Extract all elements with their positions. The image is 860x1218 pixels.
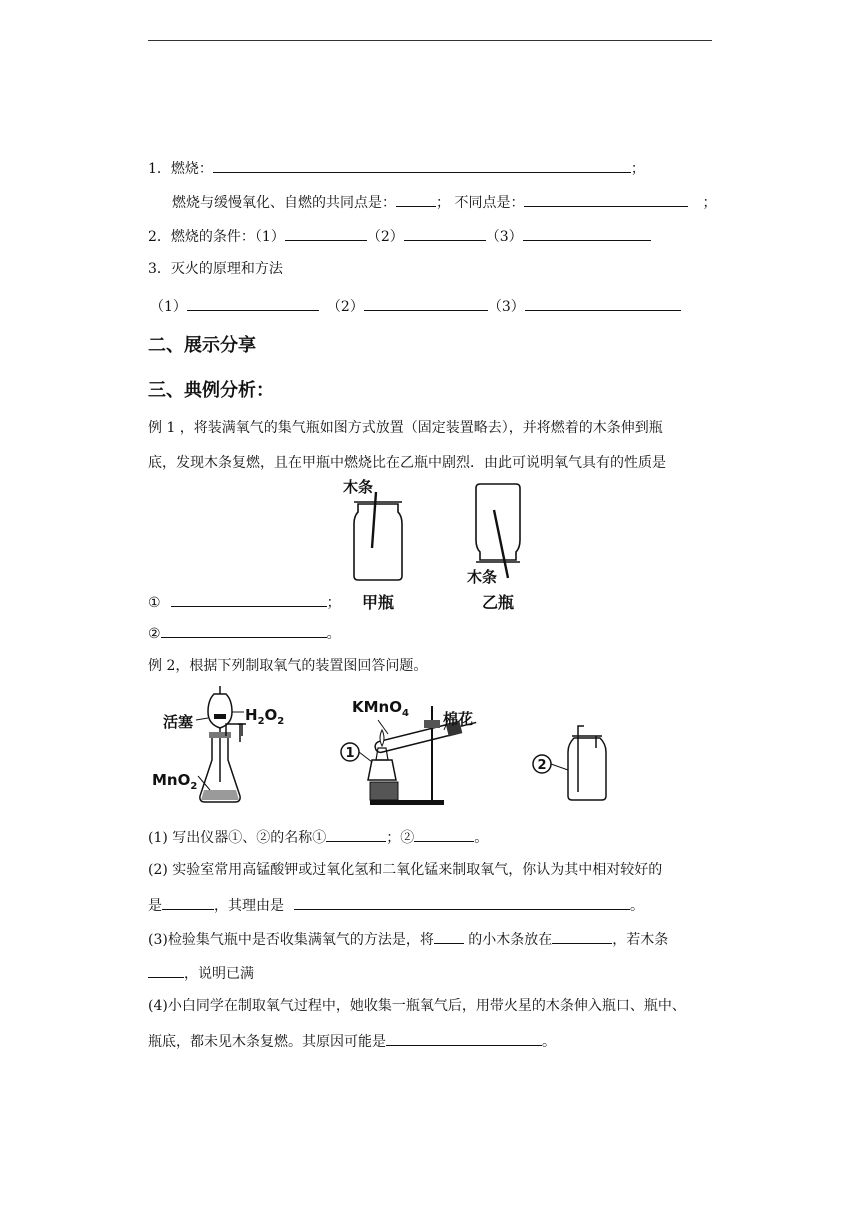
answer-blank[interactable] [294,894,630,910]
q2-end: 。 [630,898,644,914]
answer-1-marker: ① [148,595,161,611]
q1-mid: ；② [386,830,415,846]
marker-1-text: 1 [345,746,355,761]
answer-blank[interactable] [396,191,436,207]
answer-blank[interactable] [364,295,488,311]
label-mno2-sub: 2 [190,781,198,792]
answer-blank[interactable] [148,962,184,978]
question-1-end: ； [630,161,645,177]
section-heading-2: 二、展示分享 [148,335,256,356]
answer-blank[interactable] [171,591,327,607]
label-stopcock: 活塞 [163,713,194,731]
example-2-q1 [148,826,488,848]
q4-pre: 瓶底，都未见木条复燃。其原因可能是 [148,1034,386,1050]
answer-blank[interactable] [525,295,681,311]
question-2-p2: （2） [366,229,404,245]
section-heading-3: 三、典例分析： [148,380,274,401]
mno2-layer [201,790,239,800]
label-h2o2-sub1: 2 [257,716,265,727]
q2-pre: 是 [148,898,162,914]
question-1b-end: ； [702,195,717,211]
q4-end: 。 [542,1034,556,1050]
answer-blank[interactable] [552,928,612,944]
label-h2o2-o: O [264,706,278,724]
marker-2-text: 2 [537,758,547,773]
example-1-answer-1 [148,591,341,613]
question-2-label: 2．燃烧的条件： [148,229,255,245]
question-3b-p3: （3） [487,299,525,315]
example-2-q2-line-2 [148,894,644,916]
answer-blank[interactable] [434,928,464,944]
question-2-p1: （1） [254,229,285,245]
answer-2-marker: ② [148,626,161,642]
label-kmno4-main: KMnO [352,698,402,716]
question-3b-p1: （1） [150,299,187,315]
answer-blank[interactable] [285,225,367,241]
label-cotton: 棉花 [443,710,474,728]
example-1-answer-2 [148,622,341,644]
label-mno2 [152,771,197,792]
question-1b-mid: ； 不同点是： [436,195,525,211]
label-kmno4 [352,698,409,719]
answer-1-end: ； [326,595,341,611]
label-kmno4-sub: 4 [401,708,409,719]
q3-mid: 的小木条放在 [463,932,553,948]
q3-pre: (3)检验集气瓶中是否收集满氧气的方法是，将 [148,932,434,948]
q1-end: 。 [474,830,489,846]
question-1b-label: 燃烧与缓慢氧化、自燃的共同点是： [172,195,396,211]
label-bottle-a: 甲瓶 [362,593,395,612]
q3-line2-end: ，说明已满 [184,966,254,982]
answer-blank[interactable] [161,622,327,638]
example-2-q4-line-2 [148,1030,556,1052]
answer-2-end: 。 [326,626,341,642]
q3-end: ，若木条 [612,932,669,948]
example-2-intro: 例 2，根据下列制取氧气的装置图回答问题。 [148,658,428,674]
answer-blank[interactable] [162,894,214,910]
answer-blank[interactable] [326,826,386,842]
label-h2o2 [245,706,284,727]
example-2-q2-line-1: (2) 实验室常用高锰酸钾或过氧化氢和二氧化锰来制取氧气，你认为其中相对较好的 [148,862,663,878]
label-h2o2-sub2: 2 [277,716,285,727]
question-2 [148,225,651,247]
label-h2o2-h: H [245,706,258,724]
question-1-label: 1．燃烧： [148,161,213,177]
answer-blank[interactable] [213,157,631,173]
label-mno2-main: MnO [152,771,191,789]
answer-blank[interactable] [404,225,486,241]
bottle-b [476,484,520,578]
example-2-q3-line-1 [148,928,668,950]
q1-pre: (1) 写出仪器①、②的名称① [148,830,327,846]
example-1-line-1: 例 1 ，将装满氧气的集气瓶如图方式放置（固定装置略去），并将燃着的木条伸到瓶 [148,420,663,436]
answer-blank[interactable] [523,225,651,241]
apparatus-gas-bottle [528,722,618,806]
label-wood-strip-a: 木条 [343,478,374,496]
wood-strip-a [372,492,376,548]
header-rule [148,40,712,41]
answer-blank[interactable] [414,826,474,842]
question-1b [172,191,716,213]
label-bottle-b: 乙瓶 [482,593,515,612]
example-1-line-2: 底，发现木条复燃，且在甲瓶中燃烧比在乙瓶中剧烈．由此可说明氧气具有的性质是 [148,455,666,471]
answer-blank[interactable] [524,191,688,207]
question-3: 3．灭火的原理和方法 [148,261,283,277]
answer-blank[interactable] [386,1030,542,1046]
label-wood-strip-b: 木条 [467,568,498,586]
question-2-p3: （3） [485,229,523,245]
question-3b-p2: （2） [326,299,364,315]
example-2-q4-line-1: (4)小白同学在制取氧气过程中，她收集一瓶氧气后，用带火星的木条伸入瓶口、瓶中、 [148,998,686,1014]
apparatus-flask [150,684,290,812]
answer-blank[interactable] [187,295,319,311]
question-3b [150,295,681,317]
example-2-q3-line-2 [148,962,254,984]
question-1 [148,157,645,179]
bottle-a [354,492,402,580]
q2-mid: ，其理由是 [214,898,284,914]
